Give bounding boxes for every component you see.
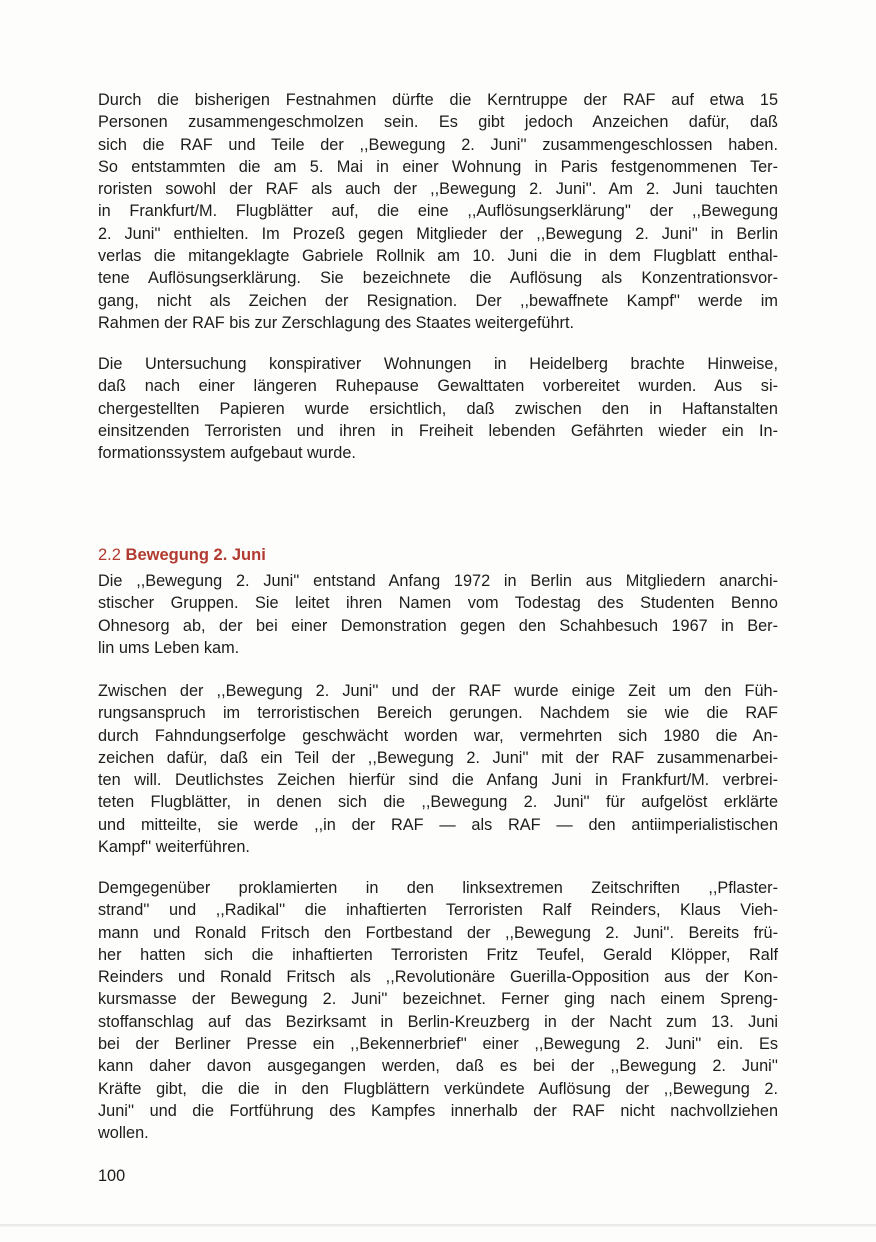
text-line: in Frankfurt/M. Flugblätter auf, die eine ,,Auflösungserklärung'' der ,,Bewegung — [98, 202, 778, 221]
paragraph — [98, 877, 778, 1145]
text-line: Zwischen der ,,Bewegung 2. Juni'' und der RAF wurde einige Zeit um den Füh- — [98, 682, 778, 700]
text-line: rungsanspruch im terroristischen Bereich gerungen. Nachdem sie wie die RAF — [98, 704, 778, 723]
text-line: Kräfte gibt, die die in den Flugblättern verkündete Auflösung der ,,Bewegung 2. — [98, 1079, 778, 1098]
text-line: verlas die mitangeklagte Gabriele Rollnik am 10. Juni die in dem Flugblatt enthal- — [98, 247, 778, 266]
text-line: durch Fahndungserfolge geschwächt worden war, vermehrten sich 1980 die An- — [98, 726, 778, 745]
section-number: 2.2 — [98, 546, 121, 564]
text-line: Die Untersuchung konspirativer Wohnungen in Heidelberg brachte Hinweise, — [98, 355, 778, 373]
text-line: Juni'' und die Fortführung des Kampfes innerhalb der RAF nicht nachvollziehen — [98, 1101, 778, 1120]
text-line: stoffanschlag auf das Bezirksamt in Berlin-Kreuzberg in der Nacht zum 13. Juni — [98, 1012, 778, 1031]
text-line: teten Flugblätter, in denen sich die ,,Bewegung 2. Juni'' für aufgelöst erklärte — [98, 793, 778, 812]
paragraph — [98, 680, 778, 858]
section-title: Bewegung 2. Juni — [125, 546, 266, 564]
text-line: tene Auflösungserklärung. Sie bezeichnete die Auflösung als Konzentrationsvor- — [98, 269, 778, 288]
page-number: 100 — [98, 1167, 126, 1185]
section-heading — [98, 544, 266, 566]
text-line: strand'' und ,,Radikal'' die inhaftierten Terroristen Ralf Reinders, Klaus Vieh- — [98, 901, 778, 920]
text-line: bei der Berliner Presse ein ,,Bekennerbrief'' einer ,,Bewegung 2. Juni'' ein. Es — [98, 1035, 778, 1054]
text-line: formationssystem aufgebaut wurde. — [98, 444, 356, 463]
text-line: her hatten sich die inhaftierten Terroristen Fritz Teufel, Gerald Klöpper, Ralf — [98, 945, 778, 964]
text-line: Reinders und Ronald Fritsch als ,,Revolutionäre Guerilla-Opposition aus der Kon- — [98, 968, 778, 987]
text-line: sich die RAF und Teile der ,,Bewegung 2. Juni'' zusammengeschlossen haben. — [98, 135, 778, 154]
text-line: roristen sowohl der RAF als auch der ,,Bewegung 2. Juni''. Am 2. Juni tauchten — [98, 180, 778, 199]
text-line: chergestellten Papieren wurde ersichtlich, daß zwischen den in Haftanstalten — [98, 399, 778, 418]
text-line: Durch die bisherigen Festnahmen dürfte die Kerntruppe der RAF auf etwa 15 — [98, 91, 778, 109]
page-edge — [0, 1224, 876, 1227]
text-line: lin ums Leben kam. — [98, 638, 240, 657]
text-line: 2. Juni'' enthielten. Im Prozeß gegen Mitglieder der ,,Bewegung 2. Juni'' in Berlin — [98, 224, 778, 243]
text-line: Ohnesorg ab, der bei einer Demonstration gegen den Schahbesuch 1967 in Ber- — [98, 616, 778, 635]
text-line: daß nach einer längeren Ruhepause Gewalttaten vorbereitet wurden. Aus si- — [98, 377, 778, 396]
text-line: einsitzenden Terroristen und ihren in Freiheit lebenden Gefährten wieder ein In- — [98, 421, 778, 440]
text-line: So entstammten die am 5. Mai in einer Wohnung in Paris festgenommenen Ter- — [98, 157, 778, 176]
text-line: mann und Ronald Fritsch den Fortbestand der ,,Bewegung 2. Juni''. Bereits frü- — [98, 923, 778, 942]
text-line: wollen. — [98, 1124, 149, 1143]
text-line: ten will. Deutlichstes Zeichen hierfür sind die Anfang Juni in Frankfurt/M. verbrei- — [98, 771, 778, 790]
text-line: Die ,,Bewegung 2. Juni'' entstand Anfang 1972 in Berlin aus Mitgliedern anarchi- — [98, 572, 778, 590]
text-line: zeichen dafür, daß ein Teil der ,,Bewegung 2. Juni'' mit der RAF zusammenarbei- — [98, 748, 778, 767]
text-line: Kampf'' weiterführen. — [98, 838, 250, 857]
text-line: Personen zusammengeschmolzen sein. Es gibt jedoch Anzeichen dafür, daß — [98, 113, 778, 132]
text-line: kann daher davon ausgegangen werden, daß es bei der ,,Bewegung 2. Juni'' — [98, 1057, 778, 1076]
text-line: stischer Gruppen. Sie leitet ihren Namen vom Todestag des Studenten Benno — [98, 594, 778, 613]
paragraph — [98, 89, 778, 334]
text-line: gang, nicht als Zeichen der Resignation. Der ,,bewaffnete Kampf'' werde im — [98, 291, 778, 310]
paragraph — [98, 570, 778, 659]
text-line: Rahmen der RAF bis zur Zerschlagung des Staates weitergeführt. — [98, 313, 575, 332]
text-line: und mitteilte, sie werde ,,in der RAF — als RAF — den antiimperialistischen — [98, 815, 778, 834]
paragraph — [98, 353, 778, 464]
text-line: kursmasse der Bewegung 2. Juni'' bezeichnet. Ferner ging nach einem Spreng- — [98, 990, 778, 1009]
text-line: Demgegenüber proklamierten in den linksextremen Zeitschriften ,,Pflaster- — [98, 879, 778, 897]
